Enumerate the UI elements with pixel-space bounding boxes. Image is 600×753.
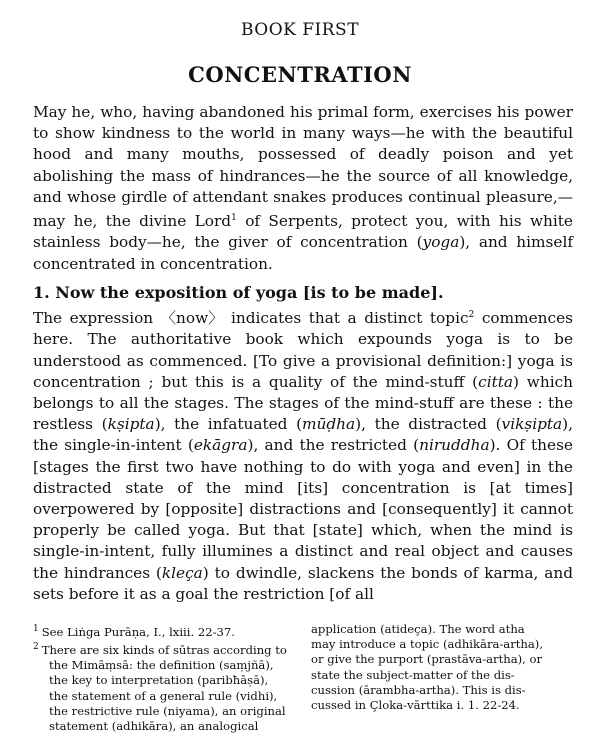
term-citta: citta [478, 372, 514, 391]
comm-p1: The expression 〈now〉 indicates that a distinct topic [33, 309, 469, 328]
invocation-paragraph [33, 102, 573, 275]
footnote-2-cont-line: may introduce a topic (adhikāra-artha), [311, 637, 544, 652]
comm-p5: ), the distracted ( [355, 415, 502, 434]
term-mudha: mūḍha [302, 415, 356, 434]
comm-p2: commences here. The authoritative book which expounds yoga is to be understood as commenced. [To give a provisional definition:] yoga is concentration ; but this is a quality of the mind-stuff ( [33, 309, 573, 391]
footnotes-left-column [33, 622, 295, 734]
term-ksipta: kṣipta [107, 415, 155, 434]
footnote-ref-1[interactable]: 1 [231, 213, 237, 224]
footnotes-right-column [311, 622, 573, 713]
footnote-2-line: statement (adhikāra), an analogical [49, 718, 259, 733]
footnote-2 [33, 640, 295, 734]
footnote-2-line: There are six kinds of sūtras according to [41, 642, 287, 657]
commentary-paragraph [33, 305, 573, 605]
footnote-2-cont-line: application (atideça). The word atha [311, 622, 525, 636]
footnote-2-line: the Mimāṃsā: the definition (saṃjñā), [49, 658, 274, 673]
comm-p7: ), and the restricted ( [247, 436, 420, 455]
term-ekagra: ekāgra [193, 436, 248, 455]
footnote-1 [33, 622, 295, 640]
book-heading: BOOK FIRST [240, 20, 360, 40]
comm-p3: ) which belongs to all the stages. The stages of the mind-stuff are these : the restless ( [33, 372, 574, 434]
footnote-2-line: the key to interpretation (paribħāṣā), [49, 673, 269, 688]
term-niruddha: niruddha [419, 436, 490, 455]
comm-p9: ) to dwindle, slackens the bonds of karma, and sets before it as a goal the restriction [of all [33, 563, 573, 603]
footnote-2-cont-line: cussion (ārambha-artha). This is dis- [311, 682, 526, 697]
comm-p6: ), the single-in-intent ( [33, 415, 573, 455]
chapter-title: CONCENTRATION [188, 62, 412, 87]
footnote-ref-2[interactable]: 2 [468, 310, 475, 320]
comm-p4: ), the infatuated ( [154, 415, 303, 434]
footnote-1-text: See Liṅga Purāṇa, I., lxiii. 22-37. [41, 624, 235, 639]
comm-p8: ). Of these [stages the first two have nothing to do with yoga and even] in the distracted state of the mind [its] concentration is [at times] overpowered by [opposite] distractions and [consequently] it cannot properly be called yoga. But that [state] which, when the mind is single-in-intent, fully illumines a distinct and real object and causes the hindrances ( [33, 436, 573, 582]
intro-rest: of Serpents, protect you, with his white stainless body—he, the giver of concentration ( [33, 212, 573, 252]
footnote-1-number: 1 [33, 624, 39, 634]
footnote-2-cont-line: cussed in Çloka-vārttika i. 1. 22-24. [311, 698, 520, 713]
term-viksipta: vikṣipta [501, 415, 563, 434]
term-klega: kleça [161, 563, 203, 582]
intro-end: ), and himself concentrated in concentration. [33, 233, 574, 273]
sutra-heading: 1. Now the exposition of yoga [is to be made]. [33, 283, 444, 302]
footnote-2-cont-line: state the subject-matter of the dis- [311, 667, 515, 682]
footnote-2-cont-line: or give the purport (prastāva-artha), or [311, 652, 543, 667]
term-yoga: yoga [422, 233, 460, 252]
intro-text: May he, who, having abandoned his primal form, exercises his power to show kindness to the world in many ways—he with the beautiful hood and many mouths, possessed of deadly poison and yet abolishing the mass of hindrances—he the source of all knowledge, and whose girdle of attendant snakes produces continual pleasure,—may he, the divine Lord [33, 103, 573, 231]
footnote-2-number: 2 [33, 642, 39, 653]
footnote-2-line: the statement of a general rule (vidhi), [49, 688, 278, 703]
footnote-2-line: the restrictive rule (niyama), an original [49, 703, 286, 718]
